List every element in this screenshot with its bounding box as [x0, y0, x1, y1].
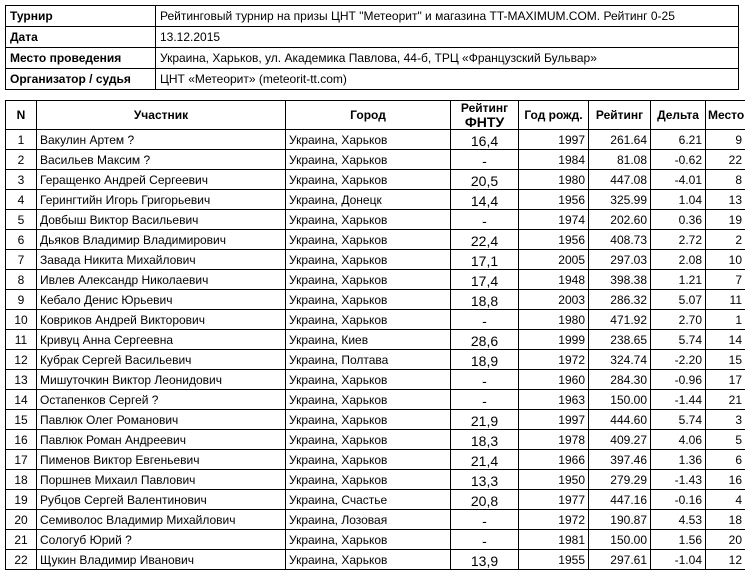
cell-player: Герингтийн Игорь Григорьевич: [37, 190, 286, 210]
cell-place: 9: [706, 130, 745, 150]
cell-place: 12: [706, 550, 745, 570]
cell-place: 22: [706, 150, 745, 170]
cell-place: 5: [706, 430, 745, 450]
table-row: [6, 250, 745, 270]
cell-player: Павлюк Олег Романович: [37, 410, 286, 430]
cell-born: 1963: [519, 390, 589, 410]
cell-city: Украина, Харьков: [286, 130, 451, 150]
cell-place: 11: [706, 290, 745, 310]
cell-n: 15: [6, 410, 37, 430]
cell-born: 1977: [519, 490, 589, 510]
table-row: [6, 150, 745, 170]
cell-rating: 81.08: [589, 150, 651, 170]
results-header-row: [6, 101, 745, 130]
cell-place: 6: [706, 450, 745, 470]
cell-n: 2: [6, 150, 37, 170]
info-label: Организатор / судья: [6, 69, 156, 90]
cell-rating: 150.00: [589, 530, 651, 550]
cell-fntu: -: [451, 510, 519, 530]
results-table: [5, 100, 745, 570]
cell-born: 1974: [519, 210, 589, 230]
cell-born: 1956: [519, 230, 589, 250]
cell-born: 1981: [519, 530, 589, 550]
cell-fntu: 13,3: [451, 470, 519, 490]
cell-fntu: 20,8: [451, 490, 519, 510]
cell-place: 7: [706, 270, 745, 290]
cell-rating: 286.32: [589, 290, 651, 310]
cell-n: 10: [6, 310, 37, 330]
header-rating: Рейтинг: [589, 101, 651, 130]
cell-delta: -2.20: [651, 350, 706, 370]
cell-city: Украина, Киев: [286, 330, 451, 350]
cell-player: Кебало Денис Юрьевич: [37, 290, 286, 310]
cell-city: Украина, Харьков: [286, 390, 451, 410]
table-row: [6, 190, 745, 210]
cell-place: 1: [706, 310, 745, 330]
header-delta: Дельта: [651, 101, 706, 130]
cell-delta: -0.96: [651, 370, 706, 390]
cell-city: Украина, Счастье: [286, 490, 451, 510]
cell-delta: -0.62: [651, 150, 706, 170]
cell-fntu: 18,8: [451, 290, 519, 310]
cell-n: 14: [6, 390, 37, 410]
cell-born: 1972: [519, 350, 589, 370]
cell-n: 1: [6, 130, 37, 150]
cell-place: 21: [706, 390, 745, 410]
info-row: [6, 69, 739, 90]
cell-place: 13: [706, 190, 745, 210]
cell-city: Украина, Полтава: [286, 350, 451, 370]
cell-city: Украина, Харьков: [286, 210, 451, 230]
info-value: Украина, Харьков, ул. Академика Павлова, 44-б, ТРЦ «Французский Бульвар»: [156, 48, 739, 69]
cell-city: Украина, Харьков: [286, 470, 451, 490]
cell-player: Мишуточкин Виктор Леонидович: [37, 370, 286, 390]
table-row: [6, 510, 745, 530]
cell-born: 1950: [519, 470, 589, 490]
cell-place: 8: [706, 170, 745, 190]
cell-fntu: 21,9: [451, 410, 519, 430]
cell-player: Рубцов Сергей Валентинович: [37, 490, 286, 510]
cell-city: Украина, Харьков: [286, 150, 451, 170]
cell-n: 18: [6, 470, 37, 490]
cell-delta: -4.01: [651, 170, 706, 190]
cell-n: 16: [6, 430, 37, 450]
cell-n: 13: [6, 370, 37, 390]
cell-rating: 279.29: [589, 470, 651, 490]
cell-player: Довбыш Виктор Васильевич: [37, 210, 286, 230]
cell-born: 1984: [519, 150, 589, 170]
cell-n: 19: [6, 490, 37, 510]
cell-player: Поршнев Михаил Павлович: [37, 470, 286, 490]
cell-place: 17: [706, 370, 745, 390]
table-row: [6, 370, 745, 390]
cell-rating: 284.30: [589, 370, 651, 390]
table-row: [6, 130, 745, 150]
cell-n: 12: [6, 350, 37, 370]
header-place: Место: [706, 101, 745, 130]
cell-city: Украина, Харьков: [286, 370, 451, 390]
cell-player: Ковриков Андрей Викторович: [37, 310, 286, 330]
info-row: [6, 6, 739, 27]
cell-player: Кубрак Сергей Васильевич: [37, 350, 286, 370]
table-row: [6, 550, 745, 570]
cell-born: 1997: [519, 130, 589, 150]
cell-rating: 398.38: [589, 270, 651, 290]
cell-player: Семиволос Владимир Михайлович: [37, 510, 286, 530]
cell-delta: -1.04: [651, 550, 706, 570]
cell-n: 5: [6, 210, 37, 230]
cell-rating: 150.00: [589, 390, 651, 410]
cell-delta: 0.36: [651, 210, 706, 230]
cell-delta: 4.06: [651, 430, 706, 450]
cell-player: Сологуб Юрий ?: [37, 530, 286, 550]
cell-born: 1966: [519, 450, 589, 470]
cell-rating: 447.08: [589, 170, 651, 190]
cell-rating: 297.03: [589, 250, 651, 270]
cell-city: Украина, Харьков: [286, 430, 451, 450]
cell-city: Украина, Донецк: [286, 190, 451, 210]
table-row: [6, 430, 745, 450]
cell-fntu: -: [451, 210, 519, 230]
tournament-info-body: [6, 6, 739, 90]
cell-fntu: 16,4: [451, 130, 519, 150]
table-row: [6, 310, 745, 330]
cell-n: 20: [6, 510, 37, 530]
cell-fntu: 17,1: [451, 250, 519, 270]
cell-born: 1978: [519, 430, 589, 450]
cell-rating: 202.60: [589, 210, 651, 230]
cell-city: Украина, Харьков: [286, 310, 451, 330]
cell-n: 4: [6, 190, 37, 210]
cell-born: 1980: [519, 310, 589, 330]
cell-player: Остапенков Сергей ?: [37, 390, 286, 410]
cell-delta: -1.44: [651, 390, 706, 410]
cell-n: 7: [6, 250, 37, 270]
cell-city: Украина, Харьков: [286, 270, 451, 290]
cell-fntu: 14,4: [451, 190, 519, 210]
cell-delta: -1.43: [651, 470, 706, 490]
cell-player: Завада Никита Михайлович: [37, 250, 286, 270]
cell-rating: 325.99: [589, 190, 651, 210]
cell-born: 1956: [519, 190, 589, 210]
cell-place: 15: [706, 350, 745, 370]
cell-rating: 324.74: [589, 350, 651, 370]
cell-born: 2003: [519, 290, 589, 310]
table-row: [6, 290, 745, 310]
table-row: [6, 490, 745, 510]
table-row: [6, 170, 745, 190]
cell-delta: 5.74: [651, 330, 706, 350]
cell-fntu: 20,5: [451, 170, 519, 190]
cell-delta: 2.72: [651, 230, 706, 250]
results-body: [6, 130, 745, 570]
cell-born: 1948: [519, 270, 589, 290]
table-row: [6, 350, 745, 370]
cell-n: 3: [6, 170, 37, 190]
cell-delta: 1.56: [651, 530, 706, 550]
cell-player: Щукин Владимир Иванович: [37, 550, 286, 570]
table-row: [6, 390, 745, 410]
cell-fntu: -: [451, 310, 519, 330]
info-label: Дата: [6, 27, 156, 48]
table-row: [6, 210, 745, 230]
cell-player: Пименов Виктор Евгеньевич: [37, 450, 286, 470]
cell-fntu: 18,9: [451, 350, 519, 370]
cell-city: Украина, Харьков: [286, 230, 451, 250]
cell-rating: 297.61: [589, 550, 651, 570]
cell-born: 1999: [519, 330, 589, 350]
cell-fntu: 13,9: [451, 550, 519, 570]
table-row: [6, 230, 745, 250]
table-row: [6, 450, 745, 470]
tournament-info-table: [5, 5, 739, 90]
cell-delta: -0.16: [651, 490, 706, 510]
cell-n: 8: [6, 270, 37, 290]
cell-city: Украина, Харьков: [286, 170, 451, 190]
cell-n: 9: [6, 290, 37, 310]
header-n: N: [6, 101, 37, 130]
cell-rating: 408.73: [589, 230, 651, 250]
cell-delta: 5.07: [651, 290, 706, 310]
cell-city: Украина, Харьков: [286, 450, 451, 470]
cell-delta: 1.21: [651, 270, 706, 290]
info-value: ЦНТ «Метеорит» (meteorit-tt.com): [156, 69, 739, 90]
cell-city: Украина, Харьков: [286, 250, 451, 270]
cell-fntu: 22,4: [451, 230, 519, 250]
cell-player: Вакулин Артем ?: [37, 130, 286, 150]
cell-city: Украина, Харьков: [286, 290, 451, 310]
cell-fntu: -: [451, 390, 519, 410]
cell-n: 11: [6, 330, 37, 350]
cell-delta: 1.04: [651, 190, 706, 210]
cell-fntu: 18,3: [451, 430, 519, 450]
cell-born: 1960: [519, 370, 589, 390]
info-value: Рейтинговый турнир на призы ЦНТ "Метеорит" и магазина TT-MAXIMUM.COM. Рейтинг 0-25: [156, 6, 739, 27]
info-row: [6, 48, 739, 69]
cell-place: 16: [706, 470, 745, 490]
info-value: 13.12.2015: [156, 27, 739, 48]
header-city: Город: [286, 101, 451, 130]
cell-rating: 397.46: [589, 450, 651, 470]
cell-n: 17: [6, 450, 37, 470]
cell-place: 2: [706, 230, 745, 250]
cell-place: 4: [706, 490, 745, 510]
cell-city: Украина, Харьков: [286, 410, 451, 430]
cell-place: 19: [706, 210, 745, 230]
cell-born: 2005: [519, 250, 589, 270]
cell-place: 14: [706, 330, 745, 350]
cell-born: 1972: [519, 510, 589, 530]
cell-place: 20: [706, 530, 745, 550]
cell-fntu: -: [451, 150, 519, 170]
cell-rating: 409.27: [589, 430, 651, 450]
cell-place: 10: [706, 250, 745, 270]
table-row: [6, 330, 745, 350]
cell-player: Кривуц Анна Сергеевна: [37, 330, 286, 350]
cell-n: 6: [6, 230, 37, 250]
cell-rating: 238.65: [589, 330, 651, 350]
cell-player: Ивлев Александр Николаевич: [37, 270, 286, 290]
cell-rating: 447.16: [589, 490, 651, 510]
cell-player: Геращенко Андрей Сергеевич: [37, 170, 286, 190]
cell-rating: 444.60: [589, 410, 651, 430]
table-row: [6, 410, 745, 430]
table-row: [6, 530, 745, 550]
header-fntu: [451, 101, 519, 130]
cell-delta: 1.36: [651, 450, 706, 470]
cell-place: 3: [706, 410, 745, 430]
cell-fntu: 28,6: [451, 330, 519, 350]
cell-delta: 6.21: [651, 130, 706, 150]
cell-fntu: 21,4: [451, 450, 519, 470]
cell-rating: 261.64: [589, 130, 651, 150]
header-fntu-top: Рейтинг: [460, 100, 509, 115]
header-born: Год рожд.: [519, 101, 589, 130]
header-player: Участник: [37, 101, 286, 130]
info-label: Место проведения: [6, 48, 156, 69]
cell-born: 1997: [519, 410, 589, 430]
cell-delta: 4.53: [651, 510, 706, 530]
cell-player: Дьяков Владимир Владимирович: [37, 230, 286, 250]
cell-city: Украина, Лозовая: [286, 510, 451, 530]
cell-n: 22: [6, 550, 37, 570]
table-row: [6, 470, 745, 490]
table-row: [6, 270, 745, 290]
cell-place: 18: [706, 510, 745, 530]
header-fntu-bottom: ФНТУ: [464, 113, 505, 130]
cell-city: Украина, Харьков: [286, 550, 451, 570]
cell-born: 1980: [519, 170, 589, 190]
cell-delta: 2.08: [651, 250, 706, 270]
cell-rating: 190.87: [589, 510, 651, 530]
info-label: Турнир: [6, 6, 156, 27]
cell-fntu: -: [451, 530, 519, 550]
cell-rating: 471.92: [589, 310, 651, 330]
cell-city: Украина, Харьков: [286, 530, 451, 550]
cell-born: 1955: [519, 550, 589, 570]
cell-delta: 5.74: [651, 410, 706, 430]
cell-delta: 2.70: [651, 310, 706, 330]
cell-n: 21: [6, 530, 37, 550]
cell-player: Павлюк Роман Андреевич: [37, 430, 286, 450]
cell-fntu: 17,4: [451, 270, 519, 290]
cell-fntu: -: [451, 370, 519, 390]
info-row: [6, 27, 739, 48]
cell-player: Васильев Максим ?: [37, 150, 286, 170]
